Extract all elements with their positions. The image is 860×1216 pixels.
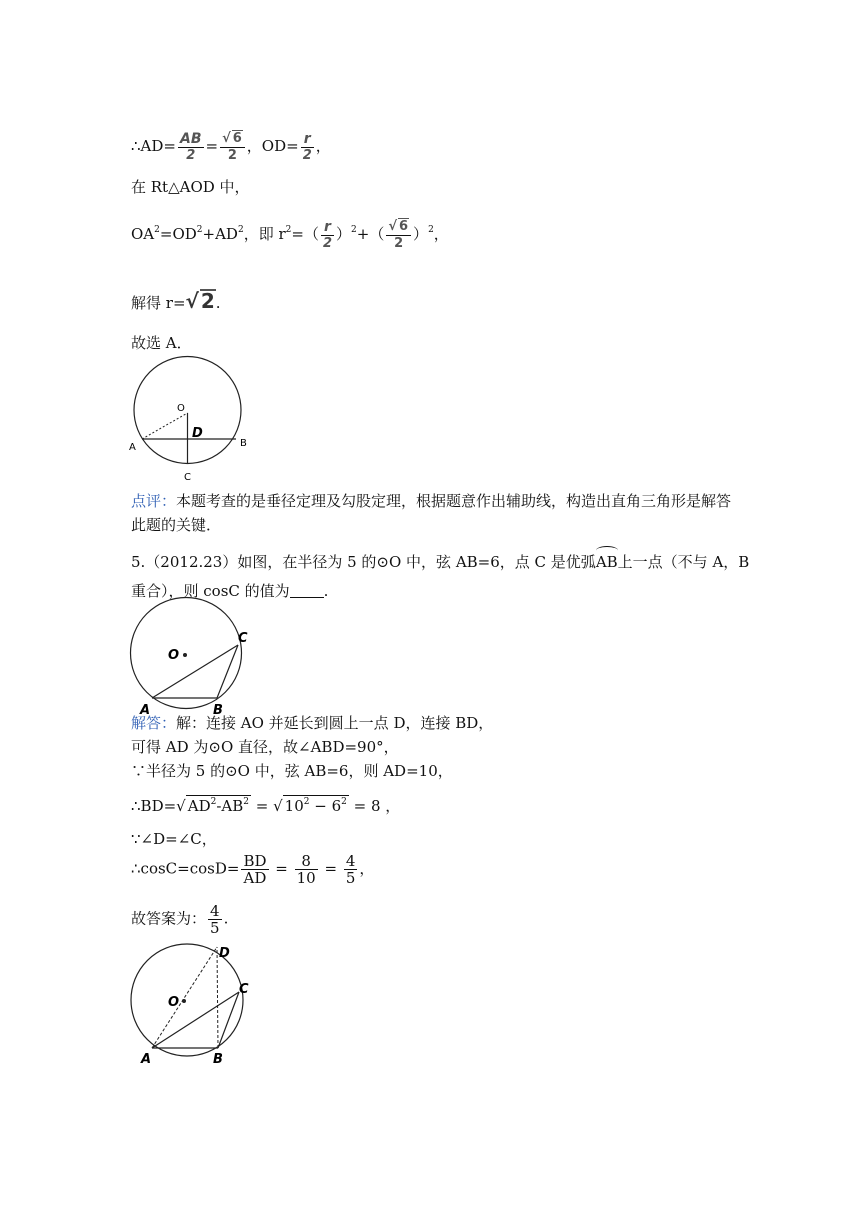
comment-line-1: 点评：本题考查的是垂径定理及勾股定理，根据题意作出辅助线，构造出直角三角形是解答 [131, 492, 732, 510]
figure-circle-abcd [130, 943, 248, 1068]
answer-line-final: 故答案为： $\frac{4}{5}$ . [131, 902, 229, 937]
fraction-ab-over-2: $\frac{AB}{2}$ [179, 130, 202, 163]
label-a: A [141, 1052, 152, 1067]
pythagoras-line: $OA^2=OD^2+AD^2$，即 $r^2=$（ $\frac{r}{2}$ ）$^2$+（ $\frac{√ 6}{2}$ ）$^2$， [131, 218, 449, 251]
answer-blank [290, 583, 324, 598]
label-c: C [184, 472, 191, 483]
dashed-oa [142, 413, 188, 439]
label-b: B [213, 1052, 223, 1067]
label-d: D [192, 426, 203, 441]
answer-line-2: 可得 AD 为⊙O 直径，故∠ABD=90°， [131, 738, 399, 756]
label-d: D [219, 946, 230, 961]
comment-label: 点评： [131, 492, 177, 510]
chord-ac [152, 645, 238, 698]
fraction-r-over-2: $\frac{r}{2}$ [302, 130, 312, 163]
fraction-root6-over-2-b: $\frac{√ 6}{2}$ [386, 218, 411, 252]
label-a: A [129, 442, 136, 453]
answer-label: 解答： [131, 714, 177, 732]
label-b: B [213, 703, 223, 718]
fraction-r-over-2-b: $\frac{r}{2}$ [322, 218, 332, 251]
answer-line-bd: ∴BD=√ $AD^2-AB^2$ = √ $10^2 - 6^2 = 8$ ， [131, 797, 401, 815]
answer-line-3: ∵半径为 5 的⊙O 中，弦 AB=6，则 AD=10， [131, 762, 453, 780]
dashed-bd [217, 947, 218, 1048]
dashed-ad [152, 947, 217, 1048]
problem5-line-2: 重合），则 cosC 的值为 . [131, 582, 329, 600]
arc-ab: AB [596, 548, 618, 572]
label-o: O [177, 403, 185, 414]
fraction-root6-over-2: $\frac{√ 6}{2}$ [220, 130, 245, 164]
answer-line-angle: ∵∠D=∠C， [131, 830, 217, 848]
chord-bc [218, 992, 239, 1048]
fraction-4-over-5: $\frac{4}{5}$ [345, 852, 356, 887]
center-dot [183, 653, 187, 657]
label-o: O [168, 995, 180, 1010]
fraction-answer: $\frac{4}{5}$ [210, 902, 220, 937]
answer-line-1: 解答：解：连接 AO 并延长到圆上一点 D，连接 BD， [131, 714, 494, 732]
figure-circle-aod [129, 357, 247, 483]
label-a: A [140, 703, 151, 718]
choice-line: 故选 A． [131, 334, 192, 352]
figure-circle-abc [130, 603, 248, 718]
rt-triangle-line: 在 Rt△AOD 中， [131, 178, 250, 196]
ad-od-line: ∴AD= $\frac{AB}{2}$ = $\frac{√ 6}{2}$ ，OD= $\frac{r}{2}$ ， [131, 130, 331, 163]
problem5-line-1: 5.（2012.23）如图，在半径为 5 的⊙O 中，弦 AB=6，点 C 是优弧AB上一点（不与 A，B [131, 548, 749, 572]
label-c: C [238, 631, 248, 646]
fraction-bd-over-ad: $\frac{BD}{AD}$ [243, 852, 267, 887]
fraction-8-over-10: $\frac{8}{10}$ [296, 852, 316, 887]
answer-line-cos: ∴cosC=cosD= $\frac{BD}{AD}$ = $\frac{8}{10}$ = $\frac{4}{5}$ ， [131, 852, 375, 887]
label-o: O [168, 648, 180, 663]
label-c: C [239, 982, 249, 997]
comment-line-2: 此题的关键． [131, 516, 222, 534]
label-b: B [240, 438, 247, 449]
result-line: 解得 r=√ 2. [131, 289, 221, 313]
center-dot [182, 999, 186, 1003]
